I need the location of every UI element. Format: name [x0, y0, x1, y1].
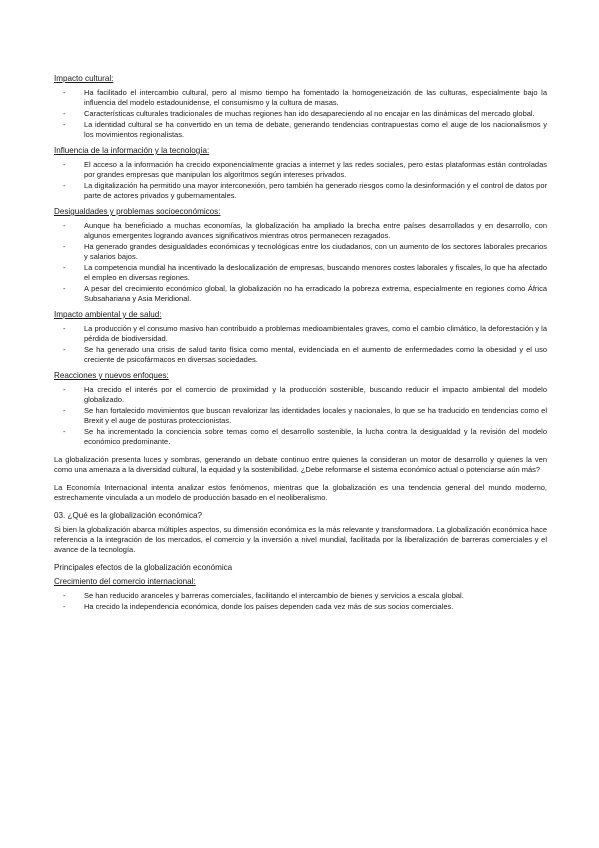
list-item: - El acceso a la información ha crecido exponencialmente gracias a internet y las redes sociales, pero estas plataformas están controladas por grandes empresas que manipulan los algoritmos según intereses privados. — [63, 160, 547, 179]
list-item: - Se han fortalecido movimientos que buscan revalorizar las identidades locales y nacionales, lo que se ha traducido en tendencias como el Brexit y el auge de posturas proteccionistas. — [63, 406, 547, 425]
section-heading-informacion-tecnologia: Influencia de la información y la tecnología: — [54, 146, 210, 155]
list-item: - La digitalización ha permitido una mayor interconexión, pero también ha generado riesgos como la desinformación y el control de datos por parte de actores privados y gubernamentales. — [63, 181, 547, 200]
list-item: - Ha crecido la independencia económica, donde los países dependen cada vez más de sus socios comerciales. — [63, 602, 454, 611]
bullet-list-reacciones — [54, 385, 547, 447]
list-item: - Se han reducido aranceles y barreras comerciales, facilitando el intercambio de bienes y servicios a escala global. — [63, 591, 464, 600]
list-item: - A pesar del crecimiento económico global, la globalización no ha erradicado la pobreza extrema, especialmente en regiones como África Subsahariana y Asia Meridional. — [63, 284, 547, 303]
list-item: - Aunque ha beneficiado a muchas economías, la globalización ha ampliado la brecha entre países desarrollados y en desarrollo, con algunos emergentes logrando avances significativos mientras otros permanecen rezagados. — [63, 221, 547, 240]
bullet-list-informacion-tecnologia — [54, 160, 547, 201]
list-item: - La producción y el consumo masivo han contribuido a problemas medioambientales graves, como el cambio climático, la deforestación y la pérdida de biodiversidad. — [63, 324, 547, 343]
list-item: - La identidad cultural se ha convertido en un tema de debate, generando tendencias contrapuestas como el auge de los nacionalismos y los movimientos regionalistas. — [63, 120, 547, 139]
section-heading-comercio-internacional: Crecimiento del comercio internacional: — [54, 577, 196, 586]
list-item: - Ha facilitado el intercambio cultural, pero al mismo tiempo ha fomentado la homogeneización de las culturas, especialmente bajo la influencia del modelo estadounidense, el consumismo y la cultura de masas. — [63, 88, 547, 107]
section-heading-reacciones: Reacciones y nuevos enfoques: — [54, 371, 169, 380]
paragraph-luces-sombras: La globalización presenta luces y sombras, generando un debate continuo entre quienes la consideran un motor de desarrollo y quienes la ven como una amenaza a la diversidad cultural, la equidad y la sostenibilidad. ¿Debe reformarse el sistema económico actual o potenciarse aún más? — [54, 455, 547, 474]
section-heading-impacto-cultural: Impacto cultural: — [54, 74, 114, 83]
section-heading-impacto-ambiental: Impacto ambiental y de salud: — [54, 310, 162, 319]
bullet-list-comercio-internacional — [54, 591, 547, 612]
bullet-list-desigualdades — [54, 221, 547, 304]
paragraph-globalizacion-economica: Si bien la globalización abarca múltiples aspectos, su dimensión económica es la más relevante y transformadora. La globalización económica hace referencia a la integración de los mercados, el comercio y la inversión a nivel mundial, facilitada por la liberalización de barreras comerciales y el avance de la tecnología. — [54, 525, 547, 554]
effects-heading: Principales efectos de la globalización económica — [54, 563, 233, 572]
paragraph-economia-internacional: La Economía Internacional intenta analizar estos fenómenos, mientras que la globalización es una tendencia general del mundo moderno, estrechamente vinculada a un modelo de producción basado en el neoliberalismo. — [54, 483, 547, 502]
list-item: - Se ha generado una crisis de salud tanto física como mental, evidenciada en el aumento de enfermedades como la obesidad y el uso creciente de psicofármacos en diversas sociedades. — [63, 345, 547, 364]
list-item: - Ha generado grandes desigualdades económicas y tecnológicas entre los ciudadanos, con un aumento de los sectores laborales precarios y salarios bajos. — [63, 242, 547, 261]
list-item: - La competencia mundial ha incentivado la deslocalización de empresas, buscando menores costes laborales y fiscales, lo que ha afectado el empleo en diversas regiones. — [63, 263, 547, 282]
bullet-list-impacto-ambiental — [54, 324, 547, 365]
section-heading-desigualdades: Desigualdades y problemas socioeconómicos: — [54, 207, 221, 216]
list-item: - Ha crecido el interés por el comercio de proximidad y la producción sostenible, buscando reducir el impacto ambiental del modelo globalizado. — [63, 385, 547, 404]
question-heading: 03. ¿Qué es la globalización económica? — [54, 511, 203, 520]
list-item: - Características culturales tradicionales de muchas regiones han ido desapareciendo al no encajar en las dinámicas del mercado global. — [63, 109, 535, 118]
list-item: - Se ha incrementado la conciencia sobre temas como el desarrollo sostenible, la lucha contra la desigualdad y la revisión del modelo económico predominante. — [63, 427, 547, 446]
bullet-list-impacto-cultural — [54, 88, 547, 140]
